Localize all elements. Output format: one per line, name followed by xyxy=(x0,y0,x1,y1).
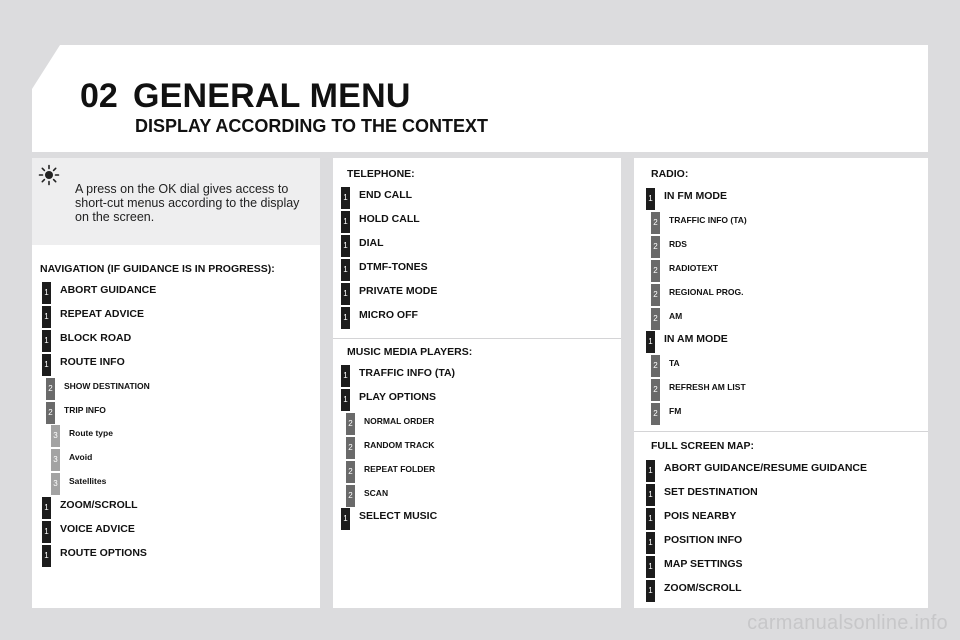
menu-level-badge: 3 xyxy=(51,449,60,471)
menu-level-badge: 2 xyxy=(46,402,55,424)
menu-level-badge: 2 xyxy=(651,403,660,425)
menu-level-badge: 1 xyxy=(646,580,655,602)
menu-item-label: RADIOTEXT xyxy=(669,262,719,273)
section-divider xyxy=(333,338,621,339)
navigation-section-title: NAVIGATION (IF GUIDANCE IS IN PROGRESS): xyxy=(40,263,275,275)
menu-item-label: VOICE ADVICE xyxy=(60,523,135,535)
radio-map-panel xyxy=(634,158,928,608)
menu-item-label: ABORT GUIDANCE xyxy=(60,284,157,296)
menu-level-badge: 1 xyxy=(42,545,51,567)
navigation-panel xyxy=(32,158,320,608)
menu-item-label: IN AM MODE xyxy=(664,333,728,346)
menu-item-label: RDS xyxy=(669,238,687,249)
menu-item-label: RANDOM TRACK xyxy=(364,439,435,450)
chapter-number: 02 xyxy=(80,77,118,115)
menu-level-badge: 1 xyxy=(42,521,51,543)
menu-level-badge: 2 xyxy=(651,284,660,306)
menu-level-badge: 3 xyxy=(51,425,60,447)
menu-item-label: AM xyxy=(669,310,683,321)
menu-item-label: ROUTE INFO xyxy=(60,355,125,368)
menu-item-label: PRIVATE MODE xyxy=(359,284,438,297)
menu-item-label: ABORT GUIDANCE/RESUME GUIDANCE xyxy=(664,462,868,474)
telephone-music-panel xyxy=(333,158,621,608)
menu-level-badge: 1 xyxy=(646,556,655,578)
menu-level-badge: 1 xyxy=(341,365,350,387)
menu-item-label: TA xyxy=(669,358,680,369)
music-section-title: MUSIC MEDIA PLAYERS: xyxy=(347,346,473,358)
menu-level-badge: 1 xyxy=(341,211,350,233)
fullscreen-map-section-title: FULL SCREEN MAP: xyxy=(651,440,755,452)
menu-item-label: TRAFFIC INFO (TA) xyxy=(359,367,456,379)
menu-level-badge: 1 xyxy=(42,497,51,519)
menu-item-label: DIAL xyxy=(359,236,384,249)
telephone-section-title: TELEPHONE: xyxy=(347,168,415,180)
menu-item-label: Route type xyxy=(69,428,113,439)
menu-item-label: IN FM MODE xyxy=(664,190,727,202)
watermark: carmanualsonline.info xyxy=(747,612,948,634)
menu-item-label: REPEAT FOLDER xyxy=(364,463,436,474)
menu-level-badge: 2 xyxy=(651,260,660,282)
menu-item-label: ROUTE OPTIONS xyxy=(60,546,147,559)
menu-level-badge: 1 xyxy=(646,508,655,530)
menu-item-label: ZOOM/SCROLL xyxy=(664,581,742,594)
menu-level-badge: 1 xyxy=(341,259,350,281)
menu-level-badge: 1 xyxy=(646,484,655,506)
menu-level-badge: 2 xyxy=(346,485,355,507)
menu-level-badge: 2 xyxy=(651,308,660,330)
menu-level-badge: 1 xyxy=(646,331,655,353)
menu-item-label: MAP SETTINGS xyxy=(664,557,743,570)
menu-level-badge: 2 xyxy=(651,236,660,258)
menu-item-label: FM xyxy=(669,406,682,417)
menu-level-badge: 2 xyxy=(346,413,355,435)
menu-level-badge: 1 xyxy=(341,307,350,329)
menu-level-badge: 1 xyxy=(42,354,51,376)
menu-item-label: POSITION INFO xyxy=(664,533,743,546)
menu-level-badge: 1 xyxy=(42,282,51,304)
menu-level-badge: 2 xyxy=(651,355,660,377)
menu-item-label: REGIONAL PROG. xyxy=(669,286,744,297)
menu-item-label: POIS NEARBY xyxy=(664,509,737,522)
menu-level-badge: 3 xyxy=(51,473,60,495)
menu-item-label: SET DESTINATION xyxy=(664,485,758,498)
menu-level-badge: 2 xyxy=(346,437,355,459)
menu-item-label: REPEAT ADVICE xyxy=(60,307,145,320)
menu-item-label: Satellites xyxy=(69,476,107,487)
menu-item-label: SHOW DESTINATION xyxy=(64,380,150,391)
section-divider xyxy=(634,431,928,432)
menu-level-badge: 2 xyxy=(46,378,55,400)
menu-level-badge: 1 xyxy=(646,188,655,210)
menu-item-label: TRAFFIC INFO (TA) xyxy=(669,214,747,225)
menu-level-badge: 1 xyxy=(42,306,51,328)
page-subtitle: DISPLAY ACCORDING TO THE CONTEXT xyxy=(135,116,489,136)
menu-item-label: TRIP INFO xyxy=(64,404,106,415)
menu-level-badge: 2 xyxy=(651,212,660,234)
radio-section-title: RADIO: xyxy=(651,168,689,180)
note-text: A press on the OK dial gives access to short-cut menus according to the display on the screen. xyxy=(75,182,300,224)
menu-level-badge: 1 xyxy=(646,532,655,554)
menu-item-label: END CALL xyxy=(359,189,413,201)
menu-item-label: Avoid xyxy=(69,452,93,463)
menu-level-badge: 1 xyxy=(341,187,350,209)
menu-item-label: SCAN xyxy=(364,487,389,498)
menu-level-badge: 1 xyxy=(341,389,350,411)
menu-level-badge: 1 xyxy=(42,330,51,352)
menu-item-label: BLOCK ROAD xyxy=(60,331,132,344)
menu-item-label: NORMAL ORDER xyxy=(364,415,435,426)
sun-icon xyxy=(38,164,60,186)
menu-level-badge: 1 xyxy=(646,460,655,482)
menu-item-label: REFRESH AM LIST xyxy=(669,382,746,393)
menu-item-label: SELECT MUSIC xyxy=(359,510,438,523)
menu-level-badge: 2 xyxy=(346,461,355,483)
menu-item-label: HOLD CALL xyxy=(359,212,420,225)
menu-item-label: MICRO OFF xyxy=(359,308,418,321)
menu-level-badge: 1 xyxy=(341,508,350,530)
menu-item-label: PLAY OPTIONS xyxy=(359,390,437,403)
menu-level-badge: 2 xyxy=(651,379,660,401)
menu-level-badge: 1 xyxy=(341,235,350,257)
menu-level-badge: 1 xyxy=(341,283,350,305)
note-box xyxy=(32,158,320,245)
menu-item-label: DTMF-TONES xyxy=(359,260,428,273)
menu-item-label: ZOOM/SCROLL xyxy=(60,499,138,512)
page-title: GENERAL MENU xyxy=(133,77,411,115)
